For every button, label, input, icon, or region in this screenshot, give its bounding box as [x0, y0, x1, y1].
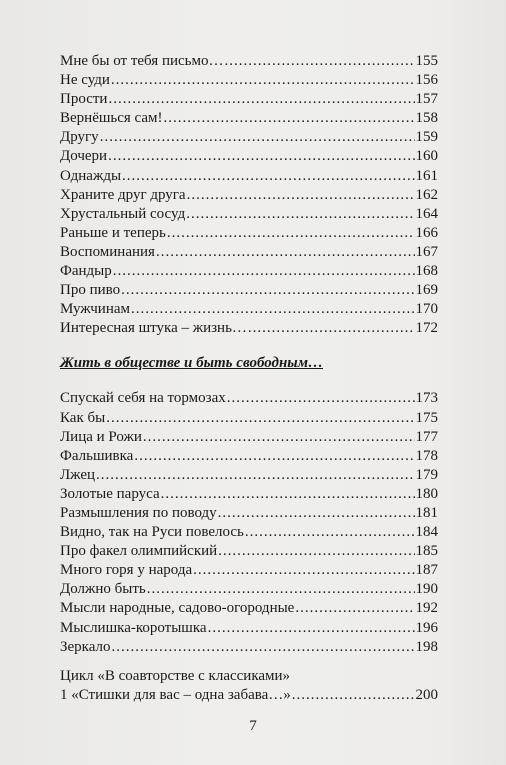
toc-entry-title: Как бы	[60, 409, 106, 426]
toc-entry	[60, 109, 438, 128]
toc-entry-title: Видно, так на Руси повелось	[60, 524, 244, 541]
dot-leader	[187, 186, 415, 205]
toc-entry-page: 200	[415, 686, 438, 703]
dot-leader	[112, 638, 415, 657]
toc-group-2	[60, 389, 438, 656]
toc-entry-title: Про факел олимпийский	[60, 543, 218, 560]
toc-entry-page: 168	[415, 263, 438, 280]
toc-entry-title: Воспоминания	[60, 243, 155, 260]
dot-leader	[225, 52, 415, 71]
toc-entry-page: 184	[415, 524, 438, 541]
toc-entry-title: Лжец	[60, 466, 96, 483]
toc-entry	[60, 319, 438, 338]
toc-entry-title: Дочери	[60, 148, 108, 165]
toc-entry	[60, 599, 438, 618]
toc-entry	[60, 561, 438, 580]
dot-leader	[248, 319, 415, 338]
toc-entry-title: Мысли народные, садово-огородные	[60, 600, 295, 617]
toc-entry	[60, 167, 438, 186]
toc-entry-title: 1 «Стишки для вас – одна забава…»	[60, 686, 291, 703]
toc-entry	[60, 428, 438, 447]
toc-entry	[60, 638, 438, 657]
toc-entry	[60, 205, 438, 224]
toc-entry-title: Про пиво	[60, 282, 121, 299]
toc-entry-page: 181	[415, 504, 438, 521]
dot-leader	[167, 224, 415, 243]
toc-entry-title: Фальшивка	[60, 447, 134, 464]
toc-entry	[60, 262, 438, 281]
toc-entry-title: Должно быть	[60, 581, 146, 598]
dot-leader	[295, 599, 414, 618]
dot-leader	[208, 619, 415, 638]
toc-entry-page: 159	[415, 129, 438, 146]
toc-entry-title: Мужчинам	[60, 301, 131, 318]
toc-entry-title: Другу	[60, 129, 99, 146]
toc-entry-page: 177	[415, 428, 438, 445]
toc-entry-page: 167	[415, 243, 438, 260]
dot-leader	[134, 447, 414, 466]
toc-entry-page: 158	[415, 110, 438, 127]
toc-entry-title: Раньше и теперь	[60, 224, 166, 241]
dot-leader	[122, 167, 414, 186]
toc-entry	[60, 281, 438, 300]
toc-entry-title: Интересная штука – жизнь…	[60, 320, 247, 337]
toc-entry-page: 196	[415, 619, 438, 636]
toc-entry-title: Размышления по поводу	[60, 504, 217, 521]
toc-entry	[60, 485, 438, 504]
toc-entry-page: 164	[415, 205, 438, 222]
dot-leader	[96, 466, 414, 485]
toc-entry	[60, 580, 438, 599]
dot-leader	[147, 580, 415, 599]
toc-group-1	[60, 52, 438, 338]
dot-leader	[164, 109, 415, 128]
toc-entry-page: 192	[415, 600, 438, 617]
dot-leader	[143, 428, 415, 447]
dot-leader	[292, 686, 415, 705]
toc-entry	[60, 243, 438, 262]
dot-leader	[227, 389, 415, 408]
toc-entry-page: 175	[415, 409, 438, 426]
toc-entry-page: 185	[415, 543, 438, 560]
toc-entry	[60, 447, 438, 466]
dot-leader	[218, 504, 415, 523]
toc-entry	[60, 409, 438, 428]
toc-entry-page: 198	[415, 638, 438, 655]
dot-leader	[111, 71, 415, 90]
toc-entry-page: 173	[415, 390, 438, 407]
dot-leader	[193, 561, 414, 580]
toc-entry-title: Прости	[60, 91, 108, 108]
toc-entry-page: 166	[415, 224, 438, 241]
dot-leader	[161, 485, 415, 504]
dot-leader	[106, 409, 414, 428]
toc-entry-page: 187	[415, 562, 438, 579]
toc-entry-title: Вернёшься сам!	[60, 110, 163, 127]
dot-leader	[156, 243, 415, 262]
dot-leader	[245, 523, 415, 542]
toc-entry	[60, 90, 438, 109]
toc-entry-title: Зеркало	[60, 638, 111, 655]
toc-entry-title: Много горя у народа	[60, 562, 193, 579]
dot-leader	[186, 205, 414, 224]
toc-entry-title: Не суди	[60, 72, 110, 89]
toc-entry	[60, 686, 438, 705]
toc-entry-page: 178	[415, 447, 438, 464]
toc-entry	[60, 147, 438, 166]
dot-leader	[108, 90, 414, 109]
toc-entry	[60, 466, 438, 485]
toc-entry	[60, 128, 438, 147]
toc-entry	[60, 504, 438, 523]
toc-entry	[60, 224, 438, 243]
toc-entry	[60, 542, 438, 561]
toc-entry-page: 170	[415, 301, 438, 318]
dot-leader	[113, 262, 415, 281]
toc-entry-page: 172	[415, 320, 438, 337]
toc-entry-page: 155	[415, 53, 438, 69]
dot-leader	[121, 281, 414, 300]
toc-entry-title: Мыслишка-коротышка	[60, 619, 207, 636]
section-heading: Жить в обществе и быть свободным…	[60, 355, 323, 372]
toc-entry-title: Мне бы от тебя письмо…	[60, 53, 224, 69]
toc-entry	[60, 523, 438, 542]
toc-entry	[60, 389, 438, 408]
cycle-heading: Цикл «В соавторстве с классиками»	[60, 667, 291, 684]
toc-entry-page: 179	[415, 466, 438, 483]
toc-entry-page: 160	[415, 148, 438, 165]
toc-entry-title: Храните друг друга	[60, 186, 186, 203]
toc-entry-title: Спускай себя на тормозах	[60, 390, 226, 407]
toc-entry	[60, 619, 438, 638]
toc-entry-page: 169	[415, 282, 438, 299]
toc-entry	[60, 52, 438, 71]
toc-entry-title: Золотые паруса	[60, 485, 160, 502]
page-number: 7	[249, 718, 257, 734]
toc-entry-page: 161	[415, 167, 438, 184]
toc-entry-page: 180	[415, 485, 438, 502]
toc-entry-page: 156	[415, 72, 438, 89]
toc-entry	[60, 300, 438, 319]
dot-leader	[131, 300, 414, 319]
toc-entry	[60, 186, 438, 205]
table-of-contents	[60, 52, 438, 705]
toc-entry-title: Фандыр	[60, 263, 112, 280]
toc-entry-page: 157	[415, 91, 438, 108]
toc-entry-title: Лица и Рожи	[60, 428, 142, 445]
dot-leader	[218, 542, 414, 561]
toc-entry-title: Однажды	[60, 167, 122, 184]
toc-entry-page: 162	[415, 186, 438, 203]
toc-entry-page: 190	[415, 581, 438, 598]
dot-leader	[108, 147, 414, 166]
dot-leader	[100, 128, 415, 147]
toc-entry	[60, 71, 438, 90]
toc-entry-title: Хрустальный сосуд	[60, 205, 186, 222]
